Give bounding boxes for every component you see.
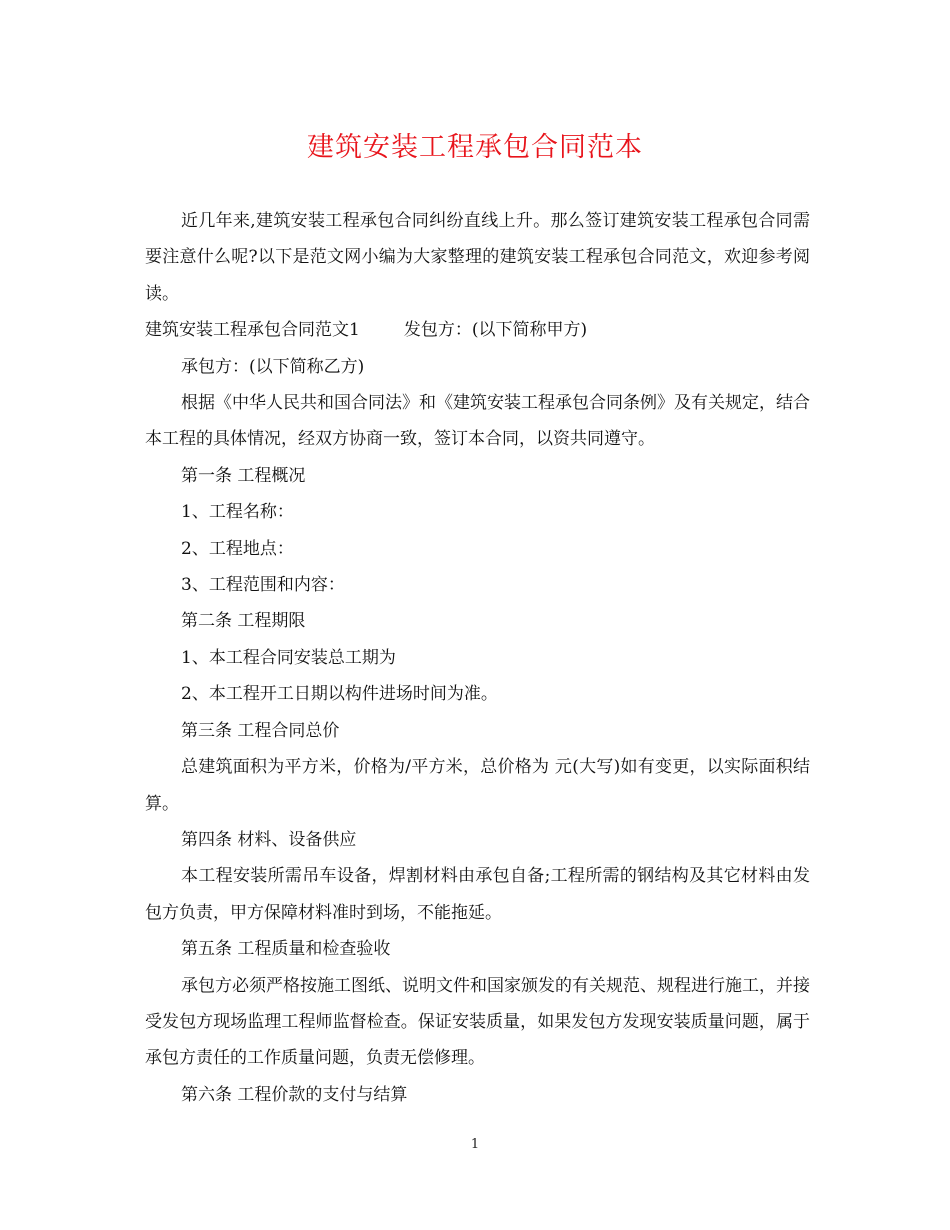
- total-duration-line: 1、本工程合同安装总工期为: [181, 647, 396, 668]
- employer-party-label: 发包方：(以下简称甲方): [403, 320, 588, 341]
- quality-paragraph: 承包方必须严格按施工图纸、说明文件和国家颁发的有关规范、规程进行施工，并接受发包方现场监理工程师监督检查。保证安装质量，如果发包方发现安装质量问题，属于承包方责任的工作质量问题，负责无偿修理。: [145, 975, 810, 1069]
- article-2-heading: 第二条 工程期限: [181, 611, 306, 632]
- legal-basis-paragraph: 根据《中华人民共和国合同法》和《建筑安装工程承包合同条例》及有关规定，结合本工程的具体情况，经双方协商一致，签订本合同，以资共同遵守。: [145, 393, 810, 450]
- article-4-heading: 第四条 材料、设备供应: [181, 829, 357, 850]
- article-1-heading: 第一条 工程概况: [181, 465, 306, 486]
- document-body: [145, 203, 810, 1113]
- contract-heading-line: [145, 312, 810, 348]
- page-number: 1: [470, 1137, 480, 1152]
- contract-sample-heading: 建筑安装工程承包合同范文1: [145, 320, 360, 341]
- document-title: 建筑安装工程承包合同范本: [307, 132, 643, 163]
- start-date-line: 2、本工程开工日期以构件进场时间为准。: [181, 684, 498, 705]
- project-location-line: 2、工程地点：: [181, 538, 294, 559]
- total-price-paragraph: 总建筑面积为平方米，价格为/平方米，总价格为 元(大写)如有变更，以实际面积结算。: [145, 757, 810, 814]
- project-scope-line: 3、工程范围和内容：: [181, 575, 345, 596]
- intro-paragraph: 近几年来,建筑安装工程承包合同纠纷直线上升。那么签订建筑安装工程承包合同需要注意什么呢?以下是范文网小编为大家整理的建筑安装工程承包合同范文，欢迎参考阅读。: [145, 211, 810, 304]
- materials-paragraph: 本工程安装所需吊车设备，焊割材料由承包自备;工程所需的钢结构及其它材料由发包方负责，甲方保障材料准时到场，不能拖延。: [145, 866, 810, 923]
- project-name-line: 1、工程名称：: [181, 502, 294, 523]
- article-3-heading: 第三条 工程合同总价: [181, 720, 340, 741]
- article-5-heading: 第五条 工程质量和检查验收: [181, 939, 391, 960]
- contractor-party-label: 承包方：(以下简称乙方): [181, 356, 365, 377]
- article-6-heading: 第六条 工程价款的支付与结算: [181, 1084, 408, 1105]
